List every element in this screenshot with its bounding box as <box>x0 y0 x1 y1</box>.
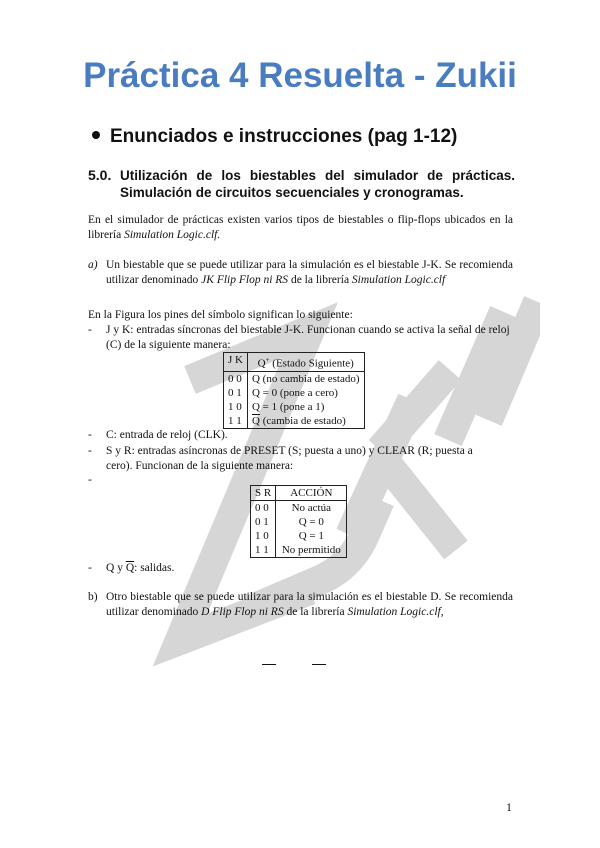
jk-truth-table <box>223 352 365 429</box>
dash-q: - <box>88 562 92 574</box>
jk-inputs-cell: 0 0 0 1 1 0 1 1 <box>224 371 248 428</box>
section-title: Utilización de los biestables del simulador de prácticas. Simulación de circuitos secuenciales y cronogramas. <box>120 168 515 200</box>
jk-header-output: Q+ (Estado Siguiente) <box>247 353 364 372</box>
intro-paragraph <box>88 213 513 243</box>
overbar-mark-right <box>312 664 326 665</box>
jk-header-inputs: J K <box>224 353 248 372</box>
sr-actions-cell: No actúa Q = 0 Q = 1 No permitido <box>276 501 347 558</box>
dash-jk: - <box>88 324 92 336</box>
item-a-marker: a) <box>88 259 98 271</box>
bullet-heading <box>92 126 457 148</box>
sr-header-inputs: S R <box>251 486 276 501</box>
item-a-paragraph <box>106 258 513 288</box>
item-b-paragraph <box>106 590 513 620</box>
overbar-mark-left <box>262 664 276 665</box>
dash-c: - <box>88 429 92 441</box>
pins-intro: En la Figura los pines del símbolo significan lo siguiente: <box>88 309 353 321</box>
bullet-heading-text: Enunciados e instrucciones (pag 1-12) <box>110 126 458 147</box>
item-b-library: Simulation Logic.clf, <box>347 606 444 618</box>
bullet-dot <box>92 131 100 139</box>
item-b-text: Otro biestable que se puede utilizar para la simulación es el biestable D. Se recomienda utilizar denominado <box>106 591 513 618</box>
item-a-name: JK Flip Flop ni RS <box>201 274 289 286</box>
page-number: 1 <box>506 800 512 814</box>
pin-jk-text: J y K: entradas síncronas del biestable J-K. Funcionan cuando se activa la señal de reloj (C) de la siguiente manera: <box>106 324 510 351</box>
sr-inputs-cell: 0 0 0 1 1 0 1 1 <box>251 501 276 558</box>
dash-sr: - <box>88 445 92 457</box>
section-number: 5.0. <box>88 167 112 183</box>
pin-c-text: C: entrada de reloj (CLK). <box>106 429 228 441</box>
document-title: Práctica 4 Resuelta - Zukii <box>83 56 517 95</box>
item-a-library: Simulation Logic.clf <box>351 274 446 286</box>
dash-empty: - <box>88 474 92 486</box>
intro-library: Simulation Logic.clf. <box>124 229 221 241</box>
sr-header-action: ACCIÓN <box>276 486 347 501</box>
pin-q-text: Q y $\overline{Q}$: salidas. <box>106 562 175 574</box>
sr-truth-table <box>250 485 347 558</box>
pin-sr-text: S y R: entradas asíncronas de PRESET (S; puesta a uno) y CLEAR (R; puesta a cero). Funcionan de la siguiente manera: <box>106 445 473 472</box>
item-a-text: Un biestable que se puede utilizar para la simulación es el biestable J-K. Se recomienda utilizar denominado <box>106 259 513 286</box>
item-b-name: D Flip Flop ni RS <box>201 606 284 618</box>
item-b-text2: de la librería <box>286 606 345 618</box>
item-a-text2: de la librería <box>290 274 350 286</box>
item-b-marker: b) <box>88 591 98 603</box>
jk-outputs-cell: Q (no cambia de estado) Q = 0 (pone a cero) Q = 1 (pone a 1) $\overline{Q}$ (cambia de estado) <box>247 371 364 428</box>
intro-text: En el simulador de prácticas existen varios tipos de biestables o flip-flops ubicados en la librería <box>88 214 513 241</box>
